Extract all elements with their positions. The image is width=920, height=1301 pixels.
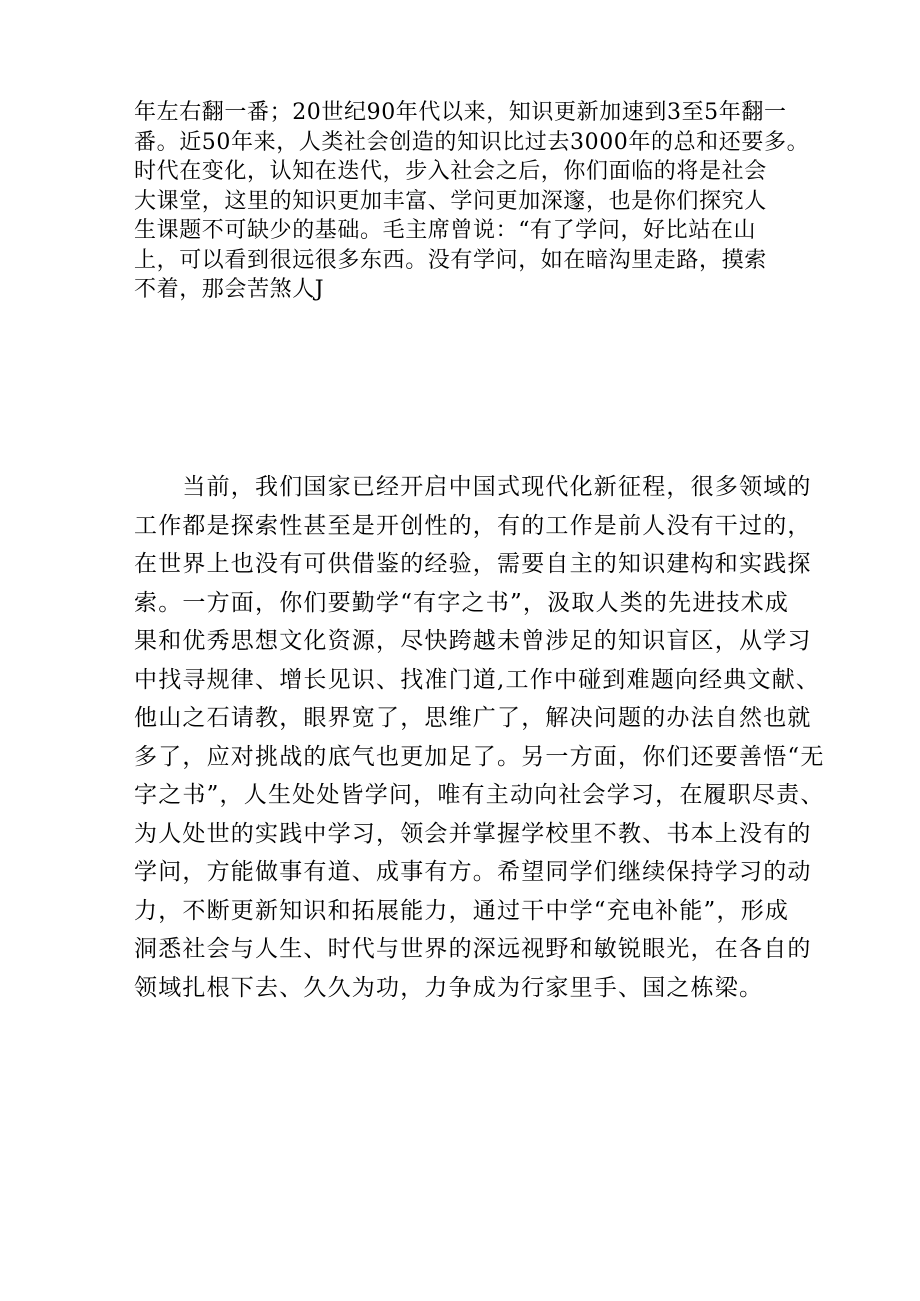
paragraph-main [134,468,825,1007]
text-line: 在世界上也没有可供借鉴的经验，需要自主的知识建构和实践探 [134,551,812,577]
text-line: 索。一方面，你们要勤学“有字之书”，汲取人类的先进技术成 [134,589,790,616]
text-line: 生课题不可缺少的基础。毛主席曾说：“有了学问，好比站在山 [134,218,757,243]
paragraph-top [134,98,814,305]
text-line: 大课堂，这里的知识更加丰富、学问更加深邃，也是你们探究人 [134,188,767,214]
text-line: 上，可以看到很远很多东西。没有学问，如在暗沟里走路，摸索 [134,247,767,273]
text-line: 学问，方能做事有道、成事有方。希望同学们继续保持学习的动 [134,859,812,885]
text-line: 年左右翻一番；20世纪90年代以来，知识更新加速到3至5年翻一 [134,100,787,125]
text-line: 领域扎根下去、久久为功，力争成为行家里手、国之栋梁。 [134,974,764,1001]
text-line: 为人处世的实践中学习，领会并掌握学校里不教、书本上没有的 [134,820,812,847]
text-line: 多了，应对挑战的底气也更加足了。另一方面，你们还要善悟“无 [134,743,825,770]
text-line: 不着，那会苦煞人J [134,277,325,302]
text-line: 洞悉社会与人生、时代与世界的深远视野和敏锐眼光，在各自的 [134,936,812,962]
text-line: 工作都是探索性甚至是开创性的，有的工作是前人没有干过的， [134,512,812,539]
text-line: 中找寻规律、增长见识、找准门道,工作中碰到难题向经典文献、 [134,666,821,693]
text-line: 果和优秀思想文化资源，尽快跨越未曾涉足的知识盲区，从学习 [134,628,812,654]
text-line: 当前，我们国家已经开启中国式现代化新征程，很多领域的 [134,474,812,500]
text-line: 时代在变化，认知在迭代，步入社会之后，你们面临的将是社会 [134,159,767,184]
text-line: 他山之石请教，眼界宽了，思维广了，解决问题的办法自然也就 [134,705,812,731]
text-line: 番。近50年来，人类社会创造的知识比过去3000年的总和还要多。 [134,129,810,155]
text-line: 字之书”，人生处处皆学问，唯有主动向社会学习，在履职尽责、 [134,782,825,808]
text-line: 力，不断更新知识和拓展能力，通过干中学“充电补能”，形成 [134,897,790,924]
